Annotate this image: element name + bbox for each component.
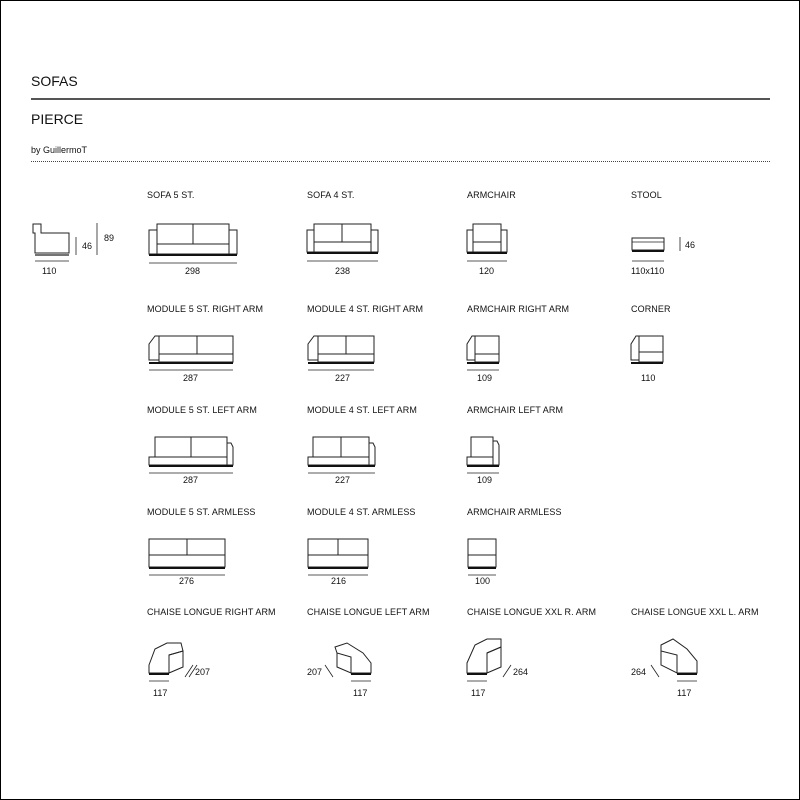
item-width: 109 [477,373,493,383]
module-5-armless-drawing [147,535,247,575]
sofa-5-drawing [147,220,247,260]
item-chaise-right [147,607,297,702]
item-title: MODULE 5 ST. LEFT ARM [147,405,257,415]
armchair-drawing [467,220,527,260]
module-5-right-drawing [147,332,247,372]
item-width: 276 [179,576,195,586]
dotted-divider [31,161,770,162]
item-length: 207 [307,667,323,677]
item-width: 110x110 [631,266,665,276]
item-title: CHAISE LONGUE RIGHT ARM [147,607,276,617]
model-name: PIERCE [31,111,84,127]
item-width: 110 [641,373,656,383]
item-chaise-left [307,607,457,702]
item-title: CHAISE LONGUE LEFT ARM [307,607,430,617]
chaise-right-drawing [147,633,227,693]
armchair-left-drawing [467,435,517,475]
item-corner [631,304,781,399]
item-height: 46 [685,240,696,250]
sofa-4-drawing [307,220,407,260]
side-profile [29,221,119,281]
side-seat-height: 46 [82,241,93,251]
item-armchair-armless [467,507,617,602]
item-title: STOOL [631,190,662,200]
item-title: ARMCHAIR LEFT ARM [467,405,564,415]
item-armchair-right [467,304,617,399]
item-stool [631,190,781,285]
module-4-left-drawing [307,435,387,475]
item-width: 227 [335,475,351,485]
category-title: SOFAS [31,73,78,89]
item-module-4-right [307,304,457,399]
chaise-left-drawing [307,633,387,693]
item-width: 117 [677,688,692,698]
item-width: 287 [183,475,199,485]
item-sofa-5 [147,190,297,285]
item-title: MODULE 5 ST. ARMLESS [147,507,256,517]
item-width: 100 [475,576,491,586]
item-width: 117 [153,688,168,698]
item-title: CHAISE LONGUE XXL L. ARM [631,607,759,617]
item-title: MODULE 4 ST. RIGHT ARM [307,304,424,314]
item-width: 238 [335,266,351,276]
item-title: ARMCHAIR [467,190,516,200]
corner-drawing [631,332,681,372]
chaise-xxl-l-drawing [631,633,711,693]
item-width: 216 [331,576,347,586]
item-width: 287 [183,373,199,383]
item-chaise-xxl-r [467,607,617,702]
header-divider [31,98,770,100]
item-title: CHAISE LONGUE XXL R. ARM [467,607,597,617]
item-width: 109 [477,475,493,485]
side-total-height: 89 [104,233,115,243]
item-module-5-right [147,304,297,399]
item-title: ARMCHAIR ARMLESS [467,507,562,517]
item-title: MODULE 4 ST. ARMLESS [307,507,416,517]
item-module-4-left [307,405,457,500]
armchair-armless-drawing [467,535,517,575]
armchair-right-drawing [467,332,517,372]
item-length: 264 [513,667,529,677]
item-armchair [467,190,617,285]
item-armchair-left [467,405,617,500]
item-chaise-xxl-l [631,607,781,702]
item-title: MODULE 5 ST. RIGHT ARM [147,304,264,314]
item-width: 227 [335,373,351,383]
item-module-5-armless [147,507,297,602]
module-4-armless-drawing [307,535,387,575]
item-title: MODULE 4 ST. LEFT ARM [307,405,417,415]
module-5-left-drawing [147,435,247,475]
item-module-4-armless [307,507,457,602]
item-length: 207 [195,667,211,677]
item-sofa-4 [307,190,457,285]
item-module-5-left [147,405,297,500]
item-title: SOFA 4 ST. [307,190,355,200]
item-width: 117 [353,688,368,698]
module-4-right-drawing [307,332,387,372]
item-title: CORNER [631,304,671,314]
item-width: 117 [471,688,486,698]
item-width: 120 [479,266,495,276]
designer-credit: by GuillermoT [31,145,88,155]
item-width: 298 [185,266,201,276]
chaise-xxl-r-drawing [467,633,547,693]
item-title: SOFA 5 ST. [147,190,195,200]
side-depth: 110 [42,266,57,276]
item-length: 264 [631,667,647,677]
item-title: ARMCHAIR RIGHT ARM [467,304,570,314]
